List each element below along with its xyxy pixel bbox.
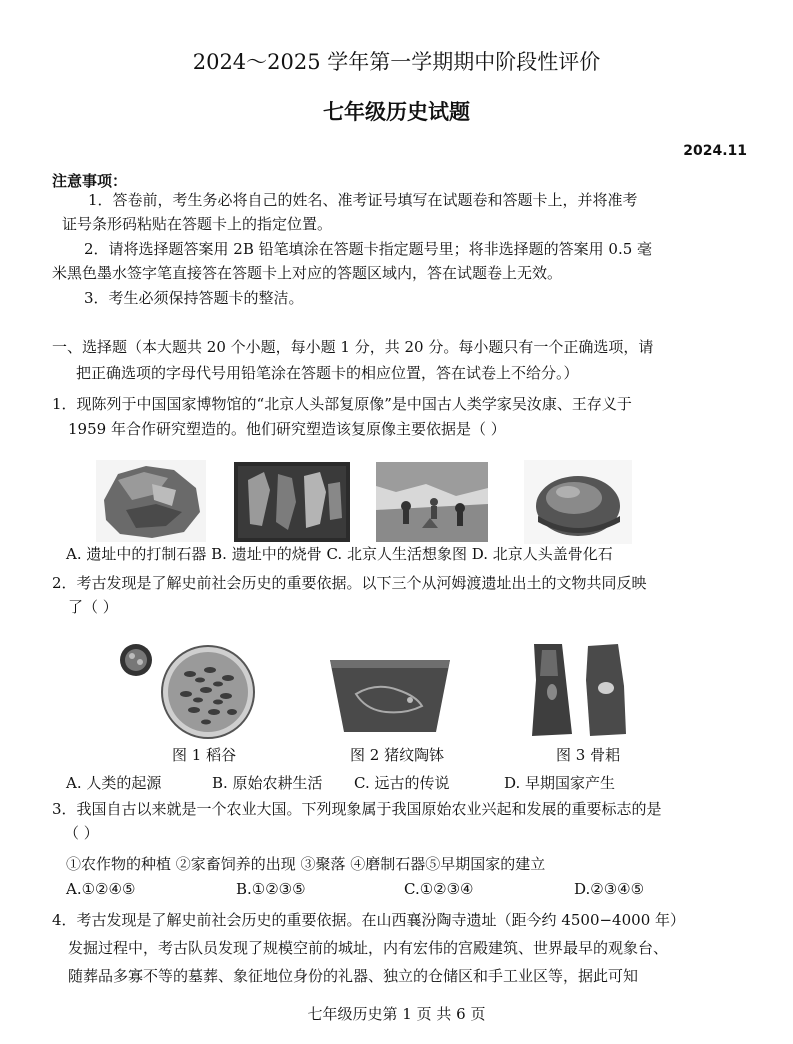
figure-3-caption: 图 3 骨耜 <box>556 746 621 764</box>
note-line: 3．考生必须保持答题卡的整洁。 <box>84 289 304 307</box>
question-2-stem: 2．考古发现是了解史前社会历史的重要依据。以下三个从河姆渡遗址出土的文物共同反映 <box>52 574 647 592</box>
question-3-option-a: A.①②④⑤ <box>66 880 136 898</box>
note-line: 1．答卷前，考生务必将自己的姓名、准考证号填写在试题卷和答题卡上，并将准考 <box>88 191 638 209</box>
exam-date: 2024.11 <box>683 143 747 159</box>
notes-heading: 注意事项： <box>52 172 128 190</box>
rice-grain-small-image <box>118 642 154 678</box>
question-1-stem: 1．现陈列于中国国家博物馆的“北京人头部复原像”是中国古人类学家吴汝康、王存义于 <box>52 395 632 413</box>
figure-2-caption: 图 2 猪纹陶钵 <box>350 746 445 764</box>
note-line: 2．请将选择题答案用 2B 铅笔填涂在答题卡指定题号里；将非选择题的答案用 0.5 毫 <box>84 240 653 258</box>
skull-fossil-image <box>524 460 632 544</box>
question-2-option-c: C. 远古的传说 <box>354 774 450 792</box>
question-3-option-c: C.①②③④ <box>404 880 474 898</box>
question-2-stem: 了（ ） <box>68 598 118 616</box>
question-3-stem: （ ） <box>64 824 99 842</box>
stone-tool-image <box>96 460 206 542</box>
rice-grain-image <box>160 644 256 740</box>
burnt-bone-image <box>234 462 350 542</box>
question-3-option-b: B.①②③⑤ <box>236 880 306 898</box>
question-2-option-d: D. 早期国家产生 <box>504 774 616 792</box>
section-instructions: 把正确选项的字母代号用铅笔涂在答题卡的相应位置，答在试卷上不给分。） <box>76 364 579 382</box>
question-3-option-d: D.②③④⑤ <box>574 880 645 898</box>
exam-title: 2024～2025 学年第一学期期中阶段性评价 <box>192 50 601 74</box>
question-2-option-b: B. 原始农耕生活 <box>212 774 323 792</box>
question-4-stem: 4．考古发现是了解史前社会历史的重要依据。在山西襄汾陶寺遗址（距今约 4500−4000 年） <box>52 911 685 929</box>
figure-1-caption: 图 1 稻谷 <box>172 746 237 764</box>
page-footer: 七年级历史第 1 页 共 6 页 <box>307 1005 486 1023</box>
question-1-stem: 1959 年合作研究塑造的。他们研究塑造该复原像主要依据是（ ） <box>68 420 506 438</box>
exam-subtitle: 七年级历史试题 <box>323 99 470 124</box>
question-3-stem: 3．我国自古以来就是一个农业大国。下列现象属于我国原始农业兴起和发展的重要标志的是 <box>52 800 662 818</box>
question-4-stem: 发掘过程中，考古队员发现了规模空前的城址，内有宏伟的宫殿建筑、世界最早的观象台、 <box>68 939 669 957</box>
question-3-items: ①农作物的种植 ②家畜饲养的出现 ③聚落 ④磨制石器⑤早期国家的建立 <box>66 855 546 873</box>
note-line: 米黑色墨水签字笔直接答在答题卡上对应的答题区域内，答在试题卷上无效。 <box>52 264 563 282</box>
note-line: 证号条形码粘贴在答题卡上的指定位置。 <box>62 215 333 233</box>
section-heading: 一、选择题（本大题共 20 个小题，每小题 1 分，共 20 分。每小题只有一个正确选项，请 <box>52 338 654 356</box>
question-1-options: A. 遗址中的打制石器 B. 遗址中的烧骨 C. 北京人生活想象图 D. 北京人头盖骨化石 <box>66 545 613 563</box>
question-2-option-a: A. 人类的起源 <box>66 774 162 792</box>
pig-pottery-bowl-image <box>326 654 454 738</box>
question-4-stem: 随葬品多寡不等的墓葬、象征地位身份的礼器、独立的仓储区和手工业区等，据此可知 <box>68 967 639 985</box>
bone-spade-image <box>526 640 632 740</box>
peking-man-life-image <box>376 462 488 542</box>
